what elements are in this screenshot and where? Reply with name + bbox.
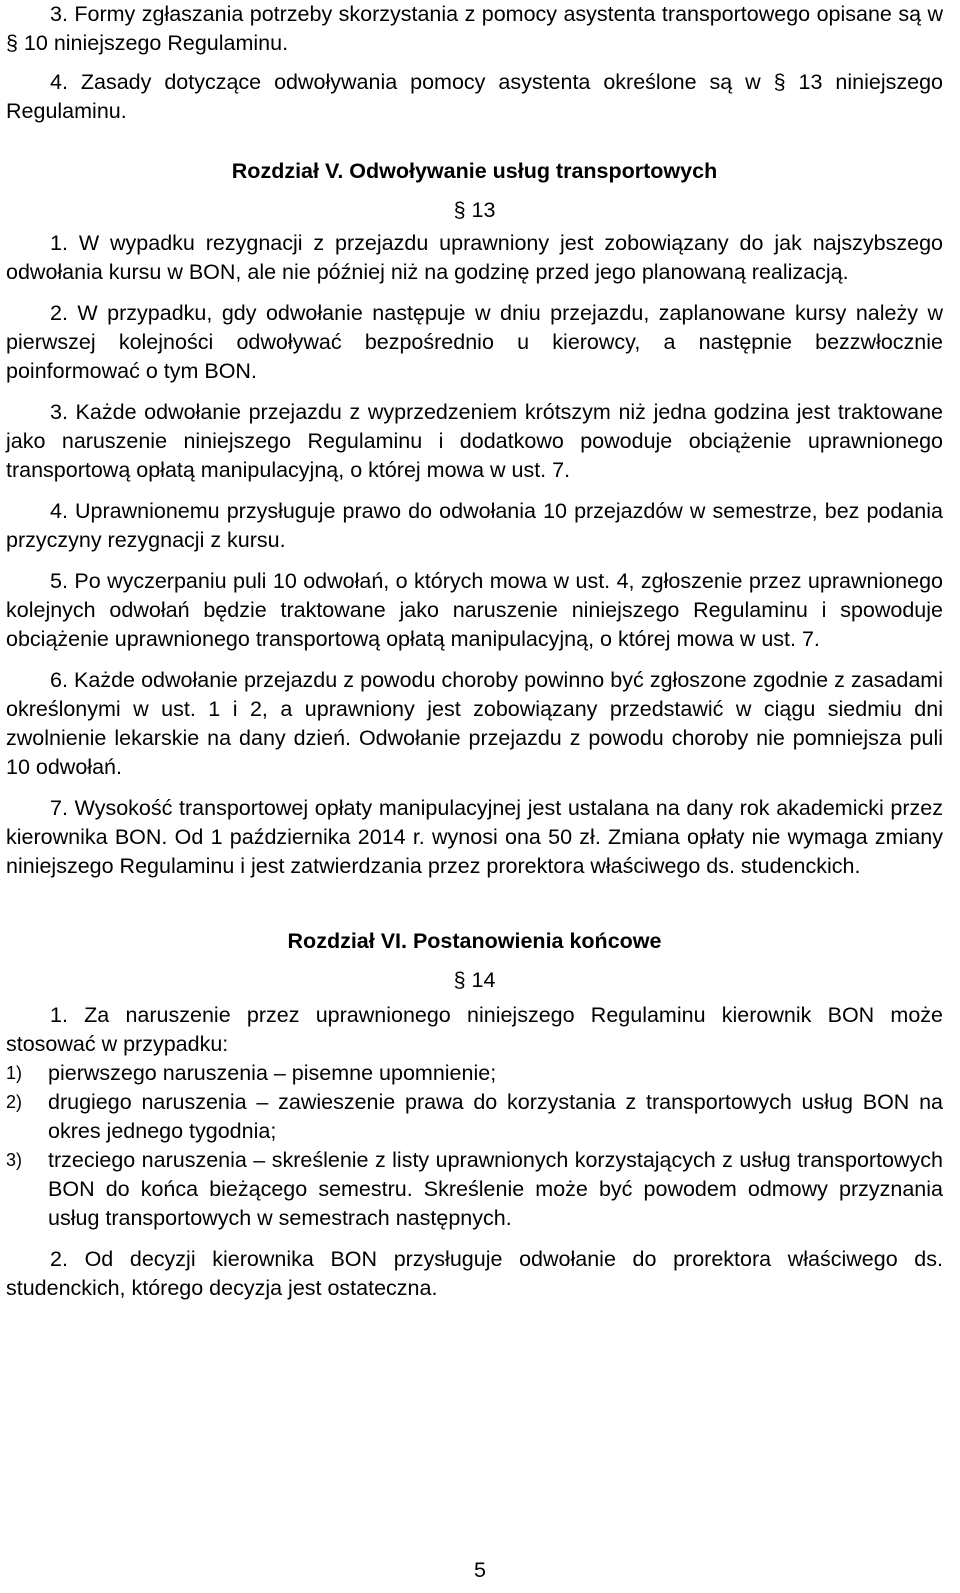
ch5-paragraph-4: 4. Uprawnionemu przysługuje prawo do odwołania 10 przejazdów w semestrze, bez podania przyczyny rezygnacji z kursu. [6,499,943,552]
page-number: 5 [474,1558,486,1582]
section-14-mark: § 14 [453,968,496,992]
paragraph-4: 4. Zasady dotyczące odwoływania pomocy asystenta określone są w § 13 niniejszego Regulaminu. [6,70,943,123]
chapter-5-title: Rozdział V. Odwoływanie usług transportowych [231,159,718,183]
ch5-paragraph-2: 2. W przypadku, gdy odwołanie następuje w dniu przejazdu, zaplanowane kursy należy w pierwszej kolejności odwoływać bezpośrednio u kierowcy, a następnie bezzwłocznie poinformować o tym BON. [6,301,943,383]
ch5-paragraph-6: 6. Każde odwołanie przejazdu z powodu choroby powinno być zgłoszone zgodnie z zasadami określonymi w ust. 1 i 2, a uprawniony jest zobowiązany przedstawić w ciągu siedmiu dni zwolnienie lekarskie na dany dzień. Odwołanie przejazdu z powodu choroby nie pomniejsza puli 10 odwołań. [6,668,943,779]
ch5-paragraph-1: 1. W wypadku rezygnacji z przejazdu uprawniony jest zobowiązany do jak najszybszego odwołania kursu w BON, ale nie później niż na godzinę przed jego planowaną realizacją. [6,231,943,284]
ch5-paragraph-7: 7. Wysokość transportowej opłaty manipulacyjnej jest ustalana na dany rok akademicki przez kierownika BON. Od 1 października 2014 r. wynosi ona 50 zł. Zmiana opłaty nie wymaga zmiany niniejszego Regulaminu i jest zatwierdzania przez prorektora właściwego ds. studenckich. [6,796,943,878]
ch5-paragraph-3: 3. Każde odwołanie przejazdu z wyprzedzeniem krótszym niż jedna godzina jest traktowane jako naruszenie niniejszego Regulaminu i dodatkowo powoduje obciążenie uprawnionego transportową opłatą manipulacyjną, o której mowa w ust. 7. [6,400,943,482]
list-number: 2) [6,1092,23,1112]
list-number: 3) [6,1150,23,1170]
ch6-paragraph-2: 2. Od decyzji kierownika BON przysługuje odwołanie do prorektora właściwego ds. studenckich, którego decyzja jest ostateczna. [6,1247,943,1300]
list-item [6,1059,943,1088]
ch5-paragraph-5: 5. Po wyczerpaniu puli 10 odwołań, o których mowa w ust. 4, zgłoszenie przez uprawnionego kolejnych odwołań będzie traktowane jako naruszenie niniejszego Regulaminu i spowoduje obciążenie uprawnionego transportową opłatą manipulacyjną, o której mowa w ust. 7. [6,569,943,651]
section-13-mark: § 13 [453,198,496,222]
list-text: drugiego naruszenia – zawieszenie prawa do korzystania z transportowych usług BON na okres jednego tygodnia; [48,1090,943,1143]
chapter-6-title: Rozdział VI. Postanowienia końcowe [287,929,662,953]
list-item [6,1088,943,1146]
list-text: pierwszego naruszenia – pisemne upomnienie; [48,1061,497,1085]
paragraph-3: 3. Formy zgłaszania potrzeby skorzystania z pomocy asystenta transportowego opisane są w § 10 niniejszego Regulaminu. [6,2,943,55]
document-page [6,0,943,1303]
list-number: 1) [6,1063,23,1083]
list-item [6,1146,943,1233]
list-text: trzeciego naruszenia – skreślenie z listy uprawnionych korzystających z usług transportowych BON do końca bieżącego semestru. Skreślenie może być powodem odmowy przyznania usług transportowych w semestrach następnych. [48,1148,943,1230]
ch6-paragraph-1: 1. Za naruszenie przez uprawnionego niniejszego Regulaminu kierownik BON może stosować w przypadku: [6,1003,943,1056]
